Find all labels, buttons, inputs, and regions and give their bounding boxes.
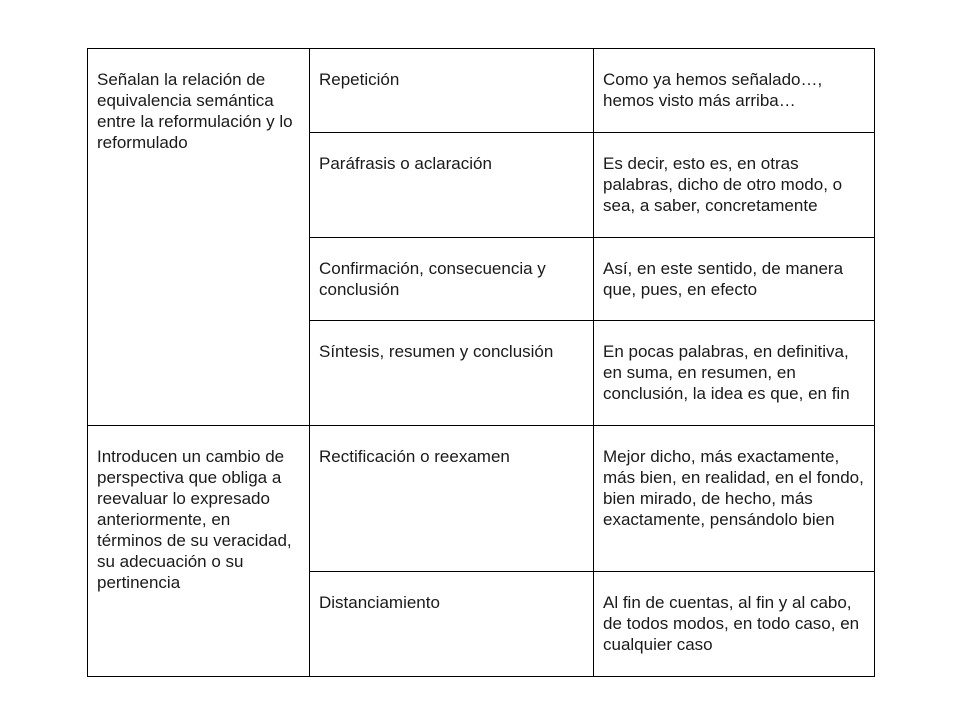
- reformulation-markers-table: [87, 48, 875, 677]
- table-row: [88, 49, 875, 133]
- table-row: [88, 426, 875, 572]
- marker-examples-cell: [594, 238, 875, 321]
- group-description: Señalan la relación de equivalencia semántica entre la reformulación y lo reformulado: [97, 70, 293, 152]
- marker-examples-cell: [594, 133, 875, 238]
- marker-examples: Es decir, esto es, en otras palabras, dicho de otro modo, o sea, a saber, concretamente: [603, 154, 843, 215]
- marker-type-cell: [310, 572, 594, 677]
- marker-type-cell: [310, 49, 594, 133]
- marker-examples: En pocas palabras, en definitiva, en suma, en resumen, en conclusión, la idea es que, en fin: [603, 342, 850, 403]
- marker-examples-cell: [594, 572, 875, 677]
- marker-examples: Mejor dicho, más exactamente, más bien, en realidad, en el fondo, bien mirado, de hecho, más exactamente, pensándolo bien: [603, 447, 864, 529]
- marker-type-cell: [310, 426, 594, 572]
- group-description-cell: [88, 426, 310, 677]
- marker-type: Paráfrasis o aclaración: [319, 154, 492, 173]
- marker-type: Distanciamiento: [319, 593, 440, 612]
- marker-type: Confirmación, consecuencia y conclusión: [319, 259, 546, 299]
- marker-examples: Como ya hemos señalado…, hemos visto más arriba…: [603, 70, 823, 110]
- marker-examples-cell: [594, 321, 875, 426]
- marker-type-cell: [310, 133, 594, 238]
- marker-type-cell: [310, 238, 594, 321]
- marker-type: Rectificación o reexamen: [319, 447, 510, 466]
- marker-examples: Al fin de cuentas, al fin y al cabo, de todos modos, en todo caso, en cualquier caso: [603, 593, 860, 654]
- marker-examples: Así, en este sentido, de manera que, pues, en efecto: [603, 259, 844, 299]
- group-description-cell: [88, 49, 310, 426]
- marker-examples-cell: [594, 426, 875, 572]
- marker-type: Repetición: [319, 70, 400, 89]
- marker-type: Síntesis, resumen y conclusión: [319, 342, 554, 361]
- marker-type-cell: [310, 321, 594, 426]
- group-description: Introducen un cambio de perspectiva que obliga a reevaluar lo expresado anteriormente, en términos de su veracidad, su adecuación o su pertinencia: [97, 447, 292, 592]
- marker-examples-cell: [594, 49, 875, 133]
